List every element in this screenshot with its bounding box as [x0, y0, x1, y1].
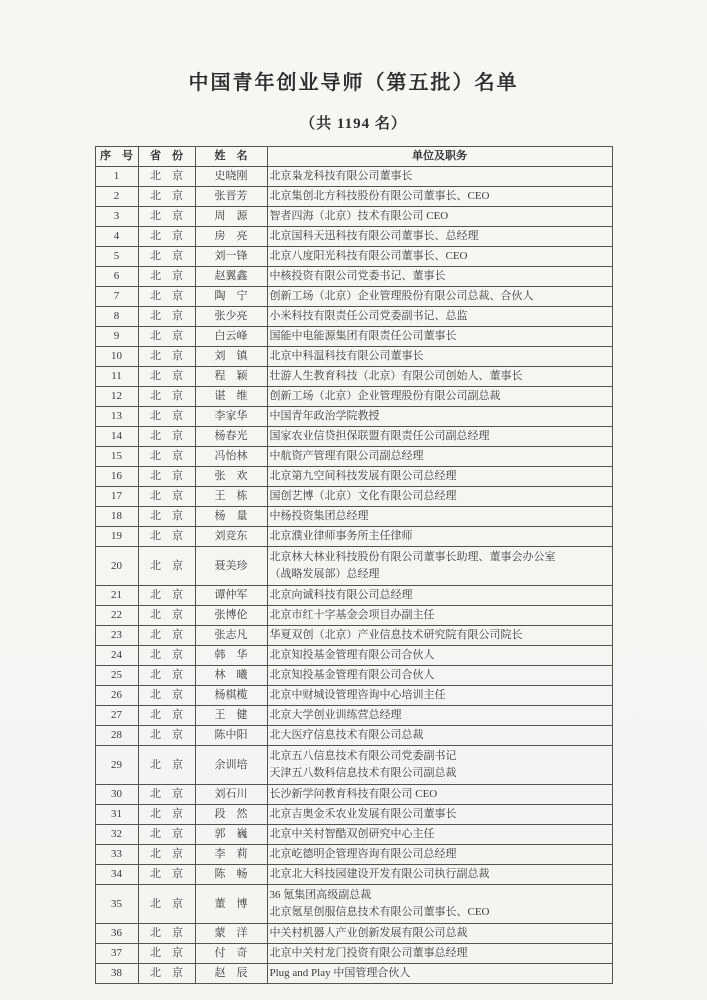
- cell-serial-number: 12: [95, 387, 138, 407]
- cell-serial-number: 15: [95, 447, 138, 467]
- cell-serial-number: 17: [95, 487, 138, 507]
- cell-province: 北 京: [138, 207, 195, 227]
- cell-organization-position: [267, 686, 612, 706]
- position-line: 北京八度阳光科技有限公司董事长、CEO: [269, 250, 468, 262]
- cell-organization-position: [267, 287, 612, 307]
- cell-serial-number: 30: [95, 785, 138, 805]
- cell-serial-number: 4: [95, 227, 138, 247]
- cell-serial-number: 26: [95, 686, 138, 706]
- header-organization-position: 单位及职务: [267, 147, 612, 167]
- position-line: 北京中财城设管理咨询中心培训主任: [269, 689, 446, 701]
- cell-organization-position: [267, 487, 612, 507]
- table-row: [95, 247, 612, 267]
- position-line: 中核投资有限公司党委书记、董事长: [269, 270, 446, 282]
- cell-organization-position: [267, 865, 612, 885]
- position-line: 创新工场（北京）企业管理股份有限公司副总裁: [269, 390, 501, 402]
- cell-province: 北 京: [138, 805, 195, 825]
- position-line: 国能中电能源集团有限责任公司董事长: [269, 330, 457, 342]
- table-row: [95, 467, 612, 487]
- cell-name: 史晓刚: [195, 167, 267, 187]
- table-row: [95, 387, 612, 407]
- cell-name: 杨 量: [195, 507, 267, 527]
- cell-organization-position: [267, 626, 612, 646]
- position-line: 北京五八信息技术有限公司党委副书记: [269, 750, 457, 762]
- cell-name: 张博伦: [195, 606, 267, 626]
- table-row: [95, 487, 612, 507]
- cell-province: 北 京: [138, 825, 195, 845]
- cell-name: 聂美珍: [195, 547, 267, 586]
- cell-name: 程 颖: [195, 367, 267, 387]
- cell-province: 北 京: [138, 785, 195, 805]
- position-line: 创新工场（北京）企业管理股份有限公司总裁、合伙人: [269, 290, 534, 302]
- cell-serial-number: 18: [95, 507, 138, 527]
- cell-name: 刘石川: [195, 785, 267, 805]
- position-line: 北京北大科技园建设开发有限公司执行副总裁: [269, 868, 490, 880]
- cell-province: 北 京: [138, 586, 195, 606]
- cell-province: 北 京: [138, 885, 195, 924]
- cell-province: 北 京: [138, 746, 195, 785]
- cell-serial-number: 38: [95, 964, 138, 984]
- cell-name: 杨春光: [195, 427, 267, 447]
- cell-serial-number: 11: [95, 367, 138, 387]
- cell-name: 王 健: [195, 706, 267, 726]
- mentor-roster-table: [95, 146, 613, 984]
- table-row: [95, 706, 612, 726]
- cell-organization-position: [267, 785, 612, 805]
- cell-serial-number: 27: [95, 706, 138, 726]
- cell-serial-number: 22: [95, 606, 138, 626]
- cell-province: 北 京: [138, 307, 195, 327]
- position-line: 北京第九空间科技发展有限公司总经理: [269, 470, 457, 482]
- cell-province: 北 京: [138, 327, 195, 347]
- cell-organization-position: [267, 527, 612, 547]
- table-header-row: [95, 147, 612, 167]
- table-row: [95, 825, 612, 845]
- cell-organization-position: [267, 944, 612, 964]
- table-row: [95, 507, 612, 527]
- cell-organization-position: [267, 467, 612, 487]
- cell-name: 白云峰: [195, 327, 267, 347]
- cell-serial-number: 24: [95, 646, 138, 666]
- cell-organization-position: [267, 247, 612, 267]
- position-line: 北京林大林业科技股份有限公司董事长助理、董事会办公室: [269, 551, 556, 563]
- cell-province: 北 京: [138, 287, 195, 307]
- cell-organization-position: [267, 586, 612, 606]
- cell-serial-number: 10: [95, 347, 138, 367]
- position-line: 华夏双创（北京）产业信息技术研究院有限公司院长: [269, 629, 523, 641]
- cell-serial-number: 14: [95, 427, 138, 447]
- cell-name: 王 栋: [195, 487, 267, 507]
- cell-organization-position: [267, 706, 612, 726]
- cell-province: 北 京: [138, 845, 195, 865]
- cell-organization-position: [267, 606, 612, 626]
- cell-serial-number: 6: [95, 267, 138, 287]
- table-row: [95, 885, 612, 924]
- cell-province: 北 京: [138, 666, 195, 686]
- cell-province: 北 京: [138, 167, 195, 187]
- position-line: 天津五八数科信息技术有限公司副总裁: [269, 767, 457, 779]
- table-row: [95, 427, 612, 447]
- cell-name: 蒙 洋: [195, 924, 267, 944]
- cell-province: 北 京: [138, 726, 195, 746]
- cell-organization-position: [267, 924, 612, 944]
- cell-serial-number: 5: [95, 247, 138, 267]
- cell-serial-number: 36: [95, 924, 138, 944]
- cell-organization-position: [267, 726, 612, 746]
- cell-province: 北 京: [138, 547, 195, 586]
- position-line: 北大医疗信息技术有限公司总裁: [269, 729, 424, 741]
- cell-province: 北 京: [138, 187, 195, 207]
- cell-organization-position: [267, 407, 612, 427]
- table-row: [95, 267, 612, 287]
- position-line: 小米科技有限责任公司党委副书记、总监: [269, 310, 468, 322]
- cell-province: 北 京: [138, 447, 195, 467]
- cell-serial-number: 28: [95, 726, 138, 746]
- cell-organization-position: [267, 825, 612, 845]
- position-line: 国家农业信贷担保联盟有限责任公司副总经理: [269, 430, 490, 442]
- position-line: 北京氪星创服信息技术有限公司董事长、CEO: [269, 906, 490, 918]
- cell-province: 北 京: [138, 527, 195, 547]
- position-line: 北京国科天迅科技有限公司董事长、总经理: [269, 230, 479, 242]
- cell-name: 韩 华: [195, 646, 267, 666]
- position-line: 北京知投基金管理有限公司合伙人: [269, 649, 435, 661]
- cell-organization-position: [267, 207, 612, 227]
- table-row: [95, 964, 612, 984]
- cell-organization-position: [267, 427, 612, 447]
- page-subtitle: （共 1194 名）: [300, 116, 407, 132]
- position-line: 北京枭龙科技有限公司董事长: [269, 170, 413, 182]
- cell-name: 刘一锋: [195, 247, 267, 267]
- cell-name: 刘 镇: [195, 347, 267, 367]
- cell-serial-number: 33: [95, 845, 138, 865]
- page-title: 中国青年创业导师（第五批）名单: [188, 72, 519, 94]
- cell-serial-number: 23: [95, 626, 138, 646]
- cell-organization-position: [267, 547, 612, 586]
- position-line: 北京集创北方科技股份有限公司董事长、CEO: [269, 190, 490, 202]
- header-serial-number: 序 号: [95, 147, 138, 167]
- cell-serial-number: 29: [95, 746, 138, 785]
- position-line: （战略发展部）总经理: [269, 568, 380, 580]
- table-row: [95, 227, 612, 247]
- position-line: 北京市红十字基金会项目办副主任: [269, 609, 435, 621]
- position-line: 长沙新学问教育科技有限公司 CEO: [269, 788, 438, 800]
- table-row: [95, 865, 612, 885]
- cell-province: 北 京: [138, 924, 195, 944]
- cell-province: 北 京: [138, 865, 195, 885]
- cell-serial-number: 25: [95, 666, 138, 686]
- cell-name: 李家华: [195, 407, 267, 427]
- position-line: 36 氪集团高级副总裁: [269, 889, 372, 901]
- table-row: [95, 347, 612, 367]
- cell-province: 北 京: [138, 407, 195, 427]
- cell-province: 北 京: [138, 507, 195, 527]
- table-row: [95, 845, 612, 865]
- cell-name: 谌 维: [195, 387, 267, 407]
- cell-province: 北 京: [138, 646, 195, 666]
- position-line: 北京吉奥金禾农业发展有限公司董事长: [269, 808, 457, 820]
- cell-organization-position: [267, 885, 612, 924]
- cell-serial-number: 1: [95, 167, 138, 187]
- cell-province: 北 京: [138, 227, 195, 247]
- cell-name: 刘竞东: [195, 527, 267, 547]
- header-province: 省 份: [138, 147, 195, 167]
- cell-province: 北 京: [138, 487, 195, 507]
- table-row: [95, 746, 612, 785]
- position-line: Plug and Play 中国管理合伙人: [269, 967, 411, 979]
- cell-name: 林 曦: [195, 666, 267, 686]
- cell-name: 赵翼鑫: [195, 267, 267, 287]
- cell-name: 陈中阳: [195, 726, 267, 746]
- cell-province: 北 京: [138, 347, 195, 367]
- position-line: 中杨投资集团总经理: [269, 510, 369, 522]
- cell-name: 房 亮: [195, 227, 267, 247]
- position-line: 北京濮业律师事务所主任律师: [269, 530, 413, 542]
- cell-province: 北 京: [138, 367, 195, 387]
- cell-province: 北 京: [138, 467, 195, 487]
- cell-name: 周 源: [195, 207, 267, 227]
- table-row: [95, 207, 612, 227]
- cell-name: 郭 巍: [195, 825, 267, 845]
- position-line: 中航资产管理有限公司副总经理: [269, 450, 424, 462]
- cell-organization-position: [267, 387, 612, 407]
- header-name: 姓 名: [195, 147, 267, 167]
- cell-organization-position: [267, 367, 612, 387]
- table-body: [95, 167, 612, 984]
- cell-province: 北 京: [138, 427, 195, 447]
- cell-name: 张志凡: [195, 626, 267, 646]
- cell-province: 北 京: [138, 626, 195, 646]
- cell-organization-position: [267, 805, 612, 825]
- position-line: 国创艺博（北京）文化有限公司总经理: [269, 490, 457, 502]
- cell-organization-position: [267, 347, 612, 367]
- cell-organization-position: [267, 267, 612, 287]
- cell-serial-number: 35: [95, 885, 138, 924]
- cell-serial-number: 3: [95, 207, 138, 227]
- cell-serial-number: 20: [95, 547, 138, 586]
- position-line: 北京中科温科技有限公司董事长: [269, 350, 424, 362]
- cell-name: 段 然: [195, 805, 267, 825]
- cell-province: 北 京: [138, 606, 195, 626]
- position-line: 中关村机器人产业创新发展有限公司总裁: [269, 927, 468, 939]
- table-row: [95, 527, 612, 547]
- cell-serial-number: 9: [95, 327, 138, 347]
- table-row: [95, 187, 612, 207]
- cell-serial-number: 37: [95, 944, 138, 964]
- position-line: 北京中关村龙门投资有限公司董事总经理: [269, 947, 468, 959]
- cell-province: 北 京: [138, 706, 195, 726]
- cell-name: 杨棋榄: [195, 686, 267, 706]
- table-row: [95, 447, 612, 467]
- position-line: 北京知投基金管理有限公司合伙人: [269, 669, 435, 681]
- cell-serial-number: 16: [95, 467, 138, 487]
- table-row: [95, 586, 612, 606]
- table-row: [95, 167, 612, 187]
- table-row: [95, 686, 612, 706]
- cell-organization-position: [267, 746, 612, 785]
- cell-name: 陶 宁: [195, 287, 267, 307]
- table-row: [95, 367, 612, 387]
- cell-organization-position: [267, 964, 612, 984]
- cell-serial-number: 7: [95, 287, 138, 307]
- cell-serial-number: 13: [95, 407, 138, 427]
- cell-province: 北 京: [138, 944, 195, 964]
- cell-name: 冯怡林: [195, 447, 267, 467]
- position-line: 北京屹德明企管理咨询有限公司总经理: [269, 848, 457, 860]
- cell-name: 谭仲军: [195, 586, 267, 606]
- cell-organization-position: [267, 646, 612, 666]
- cell-serial-number: 19: [95, 527, 138, 547]
- table-row: [95, 626, 612, 646]
- cell-organization-position: [267, 187, 612, 207]
- cell-organization-position: [267, 507, 612, 527]
- cell-serial-number: 2: [95, 187, 138, 207]
- table-row: [95, 407, 612, 427]
- cell-serial-number: 32: [95, 825, 138, 845]
- table-row: [95, 666, 612, 686]
- cell-province: 北 京: [138, 387, 195, 407]
- cell-organization-position: [267, 447, 612, 467]
- cell-organization-position: [267, 327, 612, 347]
- position-line: 北京向诚科技有限公司总经理: [269, 589, 413, 601]
- cell-name: 李 莉: [195, 845, 267, 865]
- cell-organization-position: [267, 666, 612, 686]
- cell-name: 余训培: [195, 746, 267, 785]
- table-row: [95, 785, 612, 805]
- cell-name: 董 博: [195, 885, 267, 924]
- cell-organization-position: [267, 167, 612, 187]
- table-row: [95, 287, 612, 307]
- cell-serial-number: 31: [95, 805, 138, 825]
- cell-province: 北 京: [138, 267, 195, 287]
- table-row: [95, 547, 612, 586]
- table-row: [95, 805, 612, 825]
- cell-name: 付 奇: [195, 944, 267, 964]
- cell-name: 张 欢: [195, 467, 267, 487]
- table-row: [95, 606, 612, 626]
- cell-serial-number: 34: [95, 865, 138, 885]
- cell-serial-number: 8: [95, 307, 138, 327]
- cell-province: 北 京: [138, 686, 195, 706]
- cell-name: 陈 畅: [195, 865, 267, 885]
- table-row: [95, 944, 612, 964]
- cell-name: 张晋芳: [195, 187, 267, 207]
- cell-name: 赵 辰: [195, 964, 267, 984]
- cell-name: 张少亮: [195, 307, 267, 327]
- table-row: [95, 307, 612, 327]
- cell-organization-position: [267, 227, 612, 247]
- position-line: 北京中关村智酷双创研究中心主任: [269, 828, 435, 840]
- cell-organization-position: [267, 307, 612, 327]
- cell-serial-number: 21: [95, 586, 138, 606]
- cell-organization-position: [267, 845, 612, 865]
- cell-province: 北 京: [138, 247, 195, 267]
- position-line: 北京大学创业训练营总经理: [269, 709, 402, 721]
- table-row: [95, 924, 612, 944]
- cell-province: 北 京: [138, 964, 195, 984]
- table-row: [95, 646, 612, 666]
- position-line: 智者四海（北京）技术有限公司 CEO: [269, 210, 449, 222]
- position-line: 中国青年政治学院教授: [269, 410, 380, 422]
- table-row: [95, 327, 612, 347]
- table-row: [95, 726, 612, 746]
- position-line: 壮游人生教育科技（北京）有限公司创始人、董事长: [269, 370, 523, 382]
